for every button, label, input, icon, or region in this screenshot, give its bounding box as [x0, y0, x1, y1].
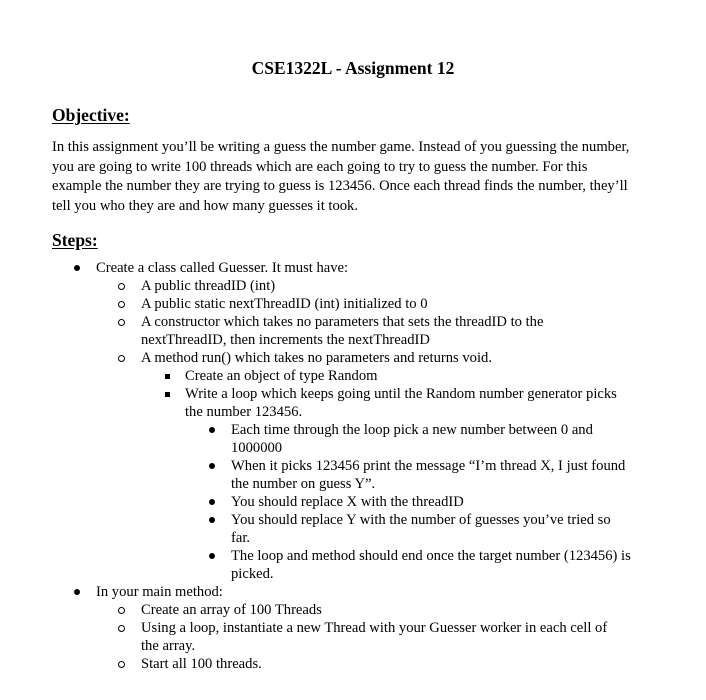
list-item — [0, 349, 631, 583]
list-item — [0, 421, 631, 457]
step-text: Create an array of 100 Threads — [141, 602, 322, 618]
step-text: When it picks 123456 print the message “I’m thread X, I just found the number on guess Y”. — [231, 458, 626, 492]
steps-heading: Steps: — [52, 230, 98, 250]
step-text: You should replace X with the threadID — [231, 494, 464, 510]
list-item — [0, 277, 611, 295]
list-item — [0, 619, 611, 655]
step-text: A method run() which takes no parameters and returns void. — [141, 350, 492, 366]
list-item — [0, 313, 611, 349]
step-text: Each time through the loop pick a new number between 0 and 1000000 — [231, 422, 593, 456]
objective-paragraph: In this assignment you’ll be writing a guess the number game. Instead of you guessing the number, you are going to write 100 threads which are each going to try to guess the number. For this example the number they are trying to guess is 123456. Once each thread finds the number, they’ll tell you who they are and how many guesses it took. — [52, 139, 630, 214]
list-item — [0, 547, 631, 583]
list-item — [0, 367, 635, 385]
step-text: Write a loop which keeps going until the Random number generator picks the number 123456. — [185, 386, 617, 420]
step-text: A public static nextThreadID (int) initialized to 0 — [141, 296, 428, 312]
document-title: CSE1322L - Assignment 12 — [251, 58, 455, 78]
step-text: Create an object of type Random — [185, 368, 378, 384]
step-text: A constructor which takes no parameters that sets the threadID to the nextThreadID, then increments the nextThreadID — [141, 314, 544, 348]
list-item — [0, 493, 631, 511]
list-item — [0, 259, 656, 583]
objective-heading: Objective: — [52, 105, 130, 125]
step-text: The loop and method should end once the target number (123456) is picked. — [231, 548, 631, 582]
step-text: In your main method: — [96, 584, 223, 600]
step-text: Create a class called Guesser. It must have: — [96, 260, 349, 276]
step-text: Using a loop, instantiate a new Thread with your Guesser worker in each cell of the array. — [141, 620, 608, 654]
list-item — [0, 601, 611, 619]
steps-list — [0, 259, 706, 673]
list-item — [0, 385, 635, 583]
list-item — [0, 457, 631, 493]
step-text: You should replace Y with the number of guesses you’ve tried so far. — [231, 512, 611, 546]
step-text: A public threadID (int) — [141, 278, 276, 294]
list-item — [0, 295, 611, 313]
step-text: Start all 100 threads. — [141, 656, 262, 672]
list-item — [0, 655, 611, 673]
list-item — [0, 583, 656, 673]
list-item — [0, 511, 631, 547]
